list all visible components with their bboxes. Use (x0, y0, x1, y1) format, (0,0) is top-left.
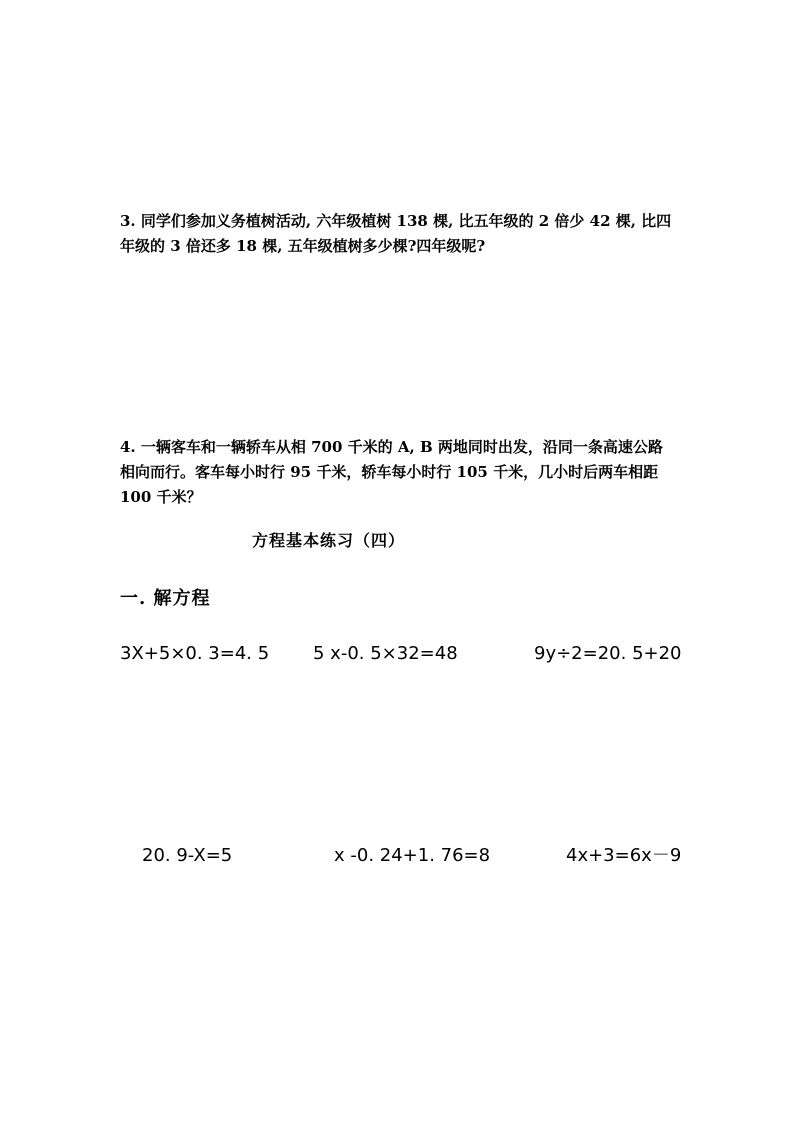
problem-4-line-3: 100 千米？ (120, 488, 202, 506)
problem-4-line-2: 相向而行。客车每小时行 95 千米，轿车每小时行 105 千米，几小时后两车相距 (120, 463, 659, 481)
problem-3 (120, 209, 680, 259)
problem-3-line-2: 年级的 3 倍还多 18 棵, 五年级植树多少棵?四年级呢? (120, 237, 486, 255)
problem-4 (120, 435, 680, 510)
equation-1-2: 5 x-0. 5×32=48 (313, 643, 458, 664)
problem-3-line-1: 3. 同学们参加义务植树活动, 六年级植树 138 棵, 比五年级的 2 倍少 42 棵, 比四 (120, 212, 672, 230)
equation-2-1: 20. 9-X=5 (142, 845, 233, 866)
equation-2-3: 4x+3=6x－9 (566, 845, 682, 866)
exercise-title: 方程基本练习（四） (252, 531, 406, 550)
equation-1-3: 9y÷2=20. 5+20 (534, 643, 682, 664)
equation-1-1: 3X+5×0. 3=4. 5 (120, 643, 270, 664)
section-heading-solve-equations: 一. 解方程 (120, 588, 211, 609)
equation-2-2: x -0. 24+1. 76=8 (334, 845, 491, 866)
problem-4-line-1: 4. 一辆客车和一辆轿车从相 700 千米的 A, B 两地同时出发，沿同一条高速公路 (120, 438, 663, 456)
